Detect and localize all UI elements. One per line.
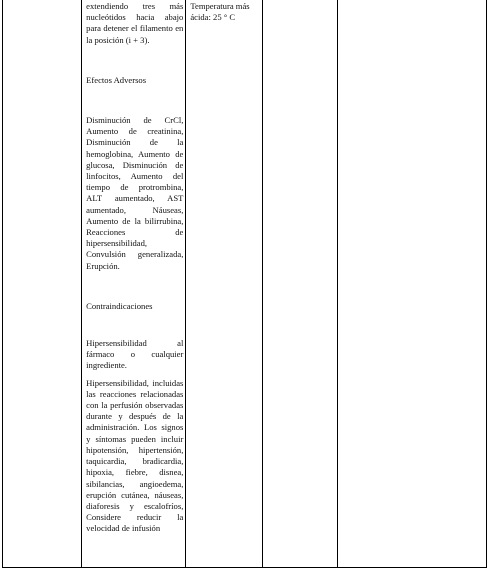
continuation-text: extendiendo tres más nucleótidos hacia abajo para detener el filamento en la posición (i + 3). — [86, 1, 184, 45]
drug-info-table — [2, 0, 487, 568]
table-cell-col2 — [82, 0, 186, 568]
storage-text: Temperatura más ácida: 25 ° C — [190, 1, 250, 23]
adverse-effects-heading: Efectos Adversos — [86, 74, 147, 85]
contraindication-item: Hipersensibilidad, incluidas las reacciones relacionadas con la perfusión observadas durante y después de la administración. Los signos y síntomas pueden incluir hipotensión, hipertensión, taquicardia, bradicardia, hipoxia, fiebre, disnea, sibilancias, angioedema, erupción cutánea, náuseas, diaforesis y escalofríos, Considere reducir la velocidad de infusión — [86, 377, 184, 534]
table-cell-col3 — [186, 0, 262, 568]
contraindications-heading: Contraindicaciones — [86, 300, 153, 311]
cell-content — [82, 0, 185, 535]
table-cell-col5 — [337, 0, 486, 568]
table-cell-col4 — [262, 0, 337, 568]
contraindication-item: Hipersensibilidad al fármaco o cualquier ingrediente. — [86, 338, 184, 371]
table-row — [3, 0, 487, 568]
table-cell-col1 — [3, 0, 82, 568]
adverse-effects-text: Disminución de CrCl, Aumento de creatinina, Disminución de la hemoglobina, Aumento de glucosa, Disminución de linfocitos, Aumento del tiempo de protrombina, ALT aumentado, AST aumentado, Náuseas, Aumento de la bilirrubina, Reacciones de hipersensibilidad, Convulsión generalizada, Erupción. — [86, 115, 184, 271]
